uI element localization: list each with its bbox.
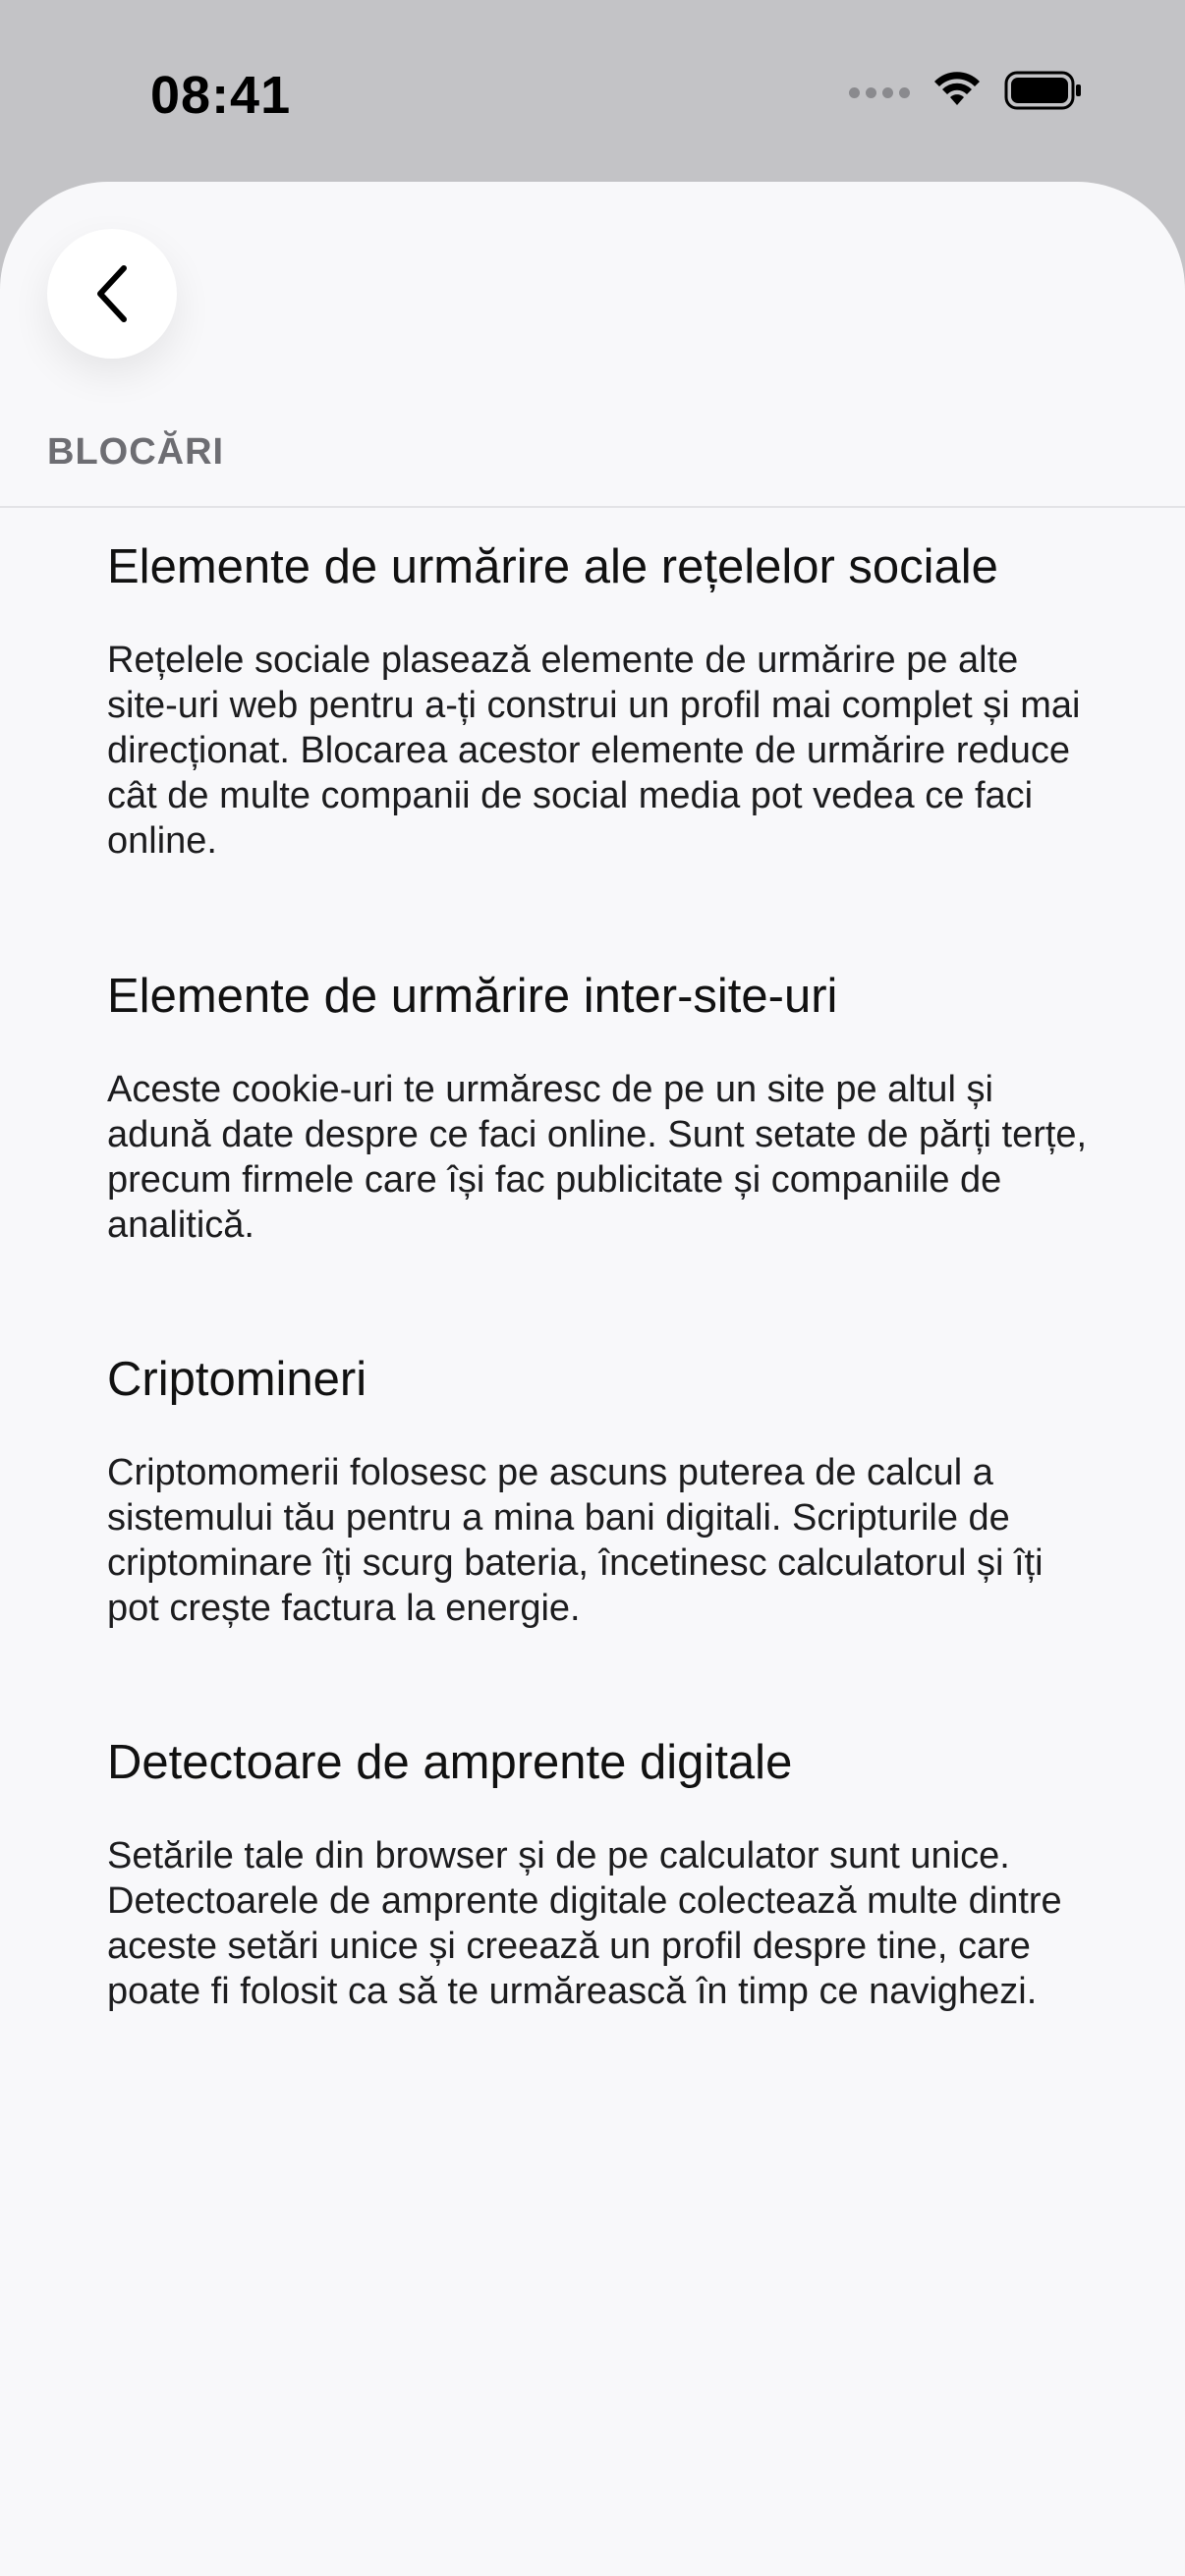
tracker-block-cross-site	[107, 967, 1090, 1248]
tracker-block-social	[107, 537, 1090, 864]
tracker-block-cryptominers	[107, 1350, 1090, 1631]
section-header: BLOCĂRI	[47, 431, 225, 473]
wifi-icon	[931, 72, 983, 109]
divider	[0, 506, 1185, 508]
tracker-block-description: Aceste cookie-uri te urmăresc de pe un site pe altul și adună date despre ce faci online. Sunt setate de părți terțe, precum firmele care își fac publicitate și companiile de analitică.	[107, 1069, 1088, 1246]
tracker-block-title: Elemente de urmărire inter-site-uri	[107, 970, 838, 1023]
tracker-block-title: Criptomineri	[107, 1353, 367, 1406]
tracker-block-description: Setările tale din browser și de pe calculator sunt unice. Detectoarele de amprente digitale colectează multe dintre aceste setări unice și creează un profil despre tine, care poate fi folosit ca să te urmărească în timp ce navighezi.	[107, 1835, 1062, 2012]
tracker-block-fingerprinters	[107, 1733, 1090, 2014]
status-time: 08:41	[150, 66, 292, 125]
tracker-block-title: Elemente de urmărire ale rețelelor sociale	[107, 540, 998, 593]
tracker-block-description: Rețelele sociale plasează elemente de urmărire pe alte site-uri web pentru a-ți construi un profil mai complet și mai direcționat. Blocarea acestor elemente de urmărire reduce cât de multe companii de social media pot vedea ce faci online.	[107, 640, 1081, 862]
tracker-info-sheet	[0, 182, 1185, 2576]
cellular-signal-icon	[849, 87, 910, 98]
status-icons	[849, 71, 1083, 110]
battery-icon	[1004, 71, 1083, 110]
back-button[interactable]	[47, 229, 177, 359]
tracker-block-title: Detectoare de amprente digitale	[107, 1736, 793, 1789]
status-bar	[0, 0, 1185, 182]
chevron-left-icon	[90, 262, 134, 325]
tracker-block-description: Criptomomerii folosesc pe ascuns puterea de calcul a sistemului tău pentru a mina bani digitali. Scripturile de criptominare îți scurg bateria, încetinesc calculatorul și îți pot crește factura la energie.	[107, 1452, 1044, 1629]
